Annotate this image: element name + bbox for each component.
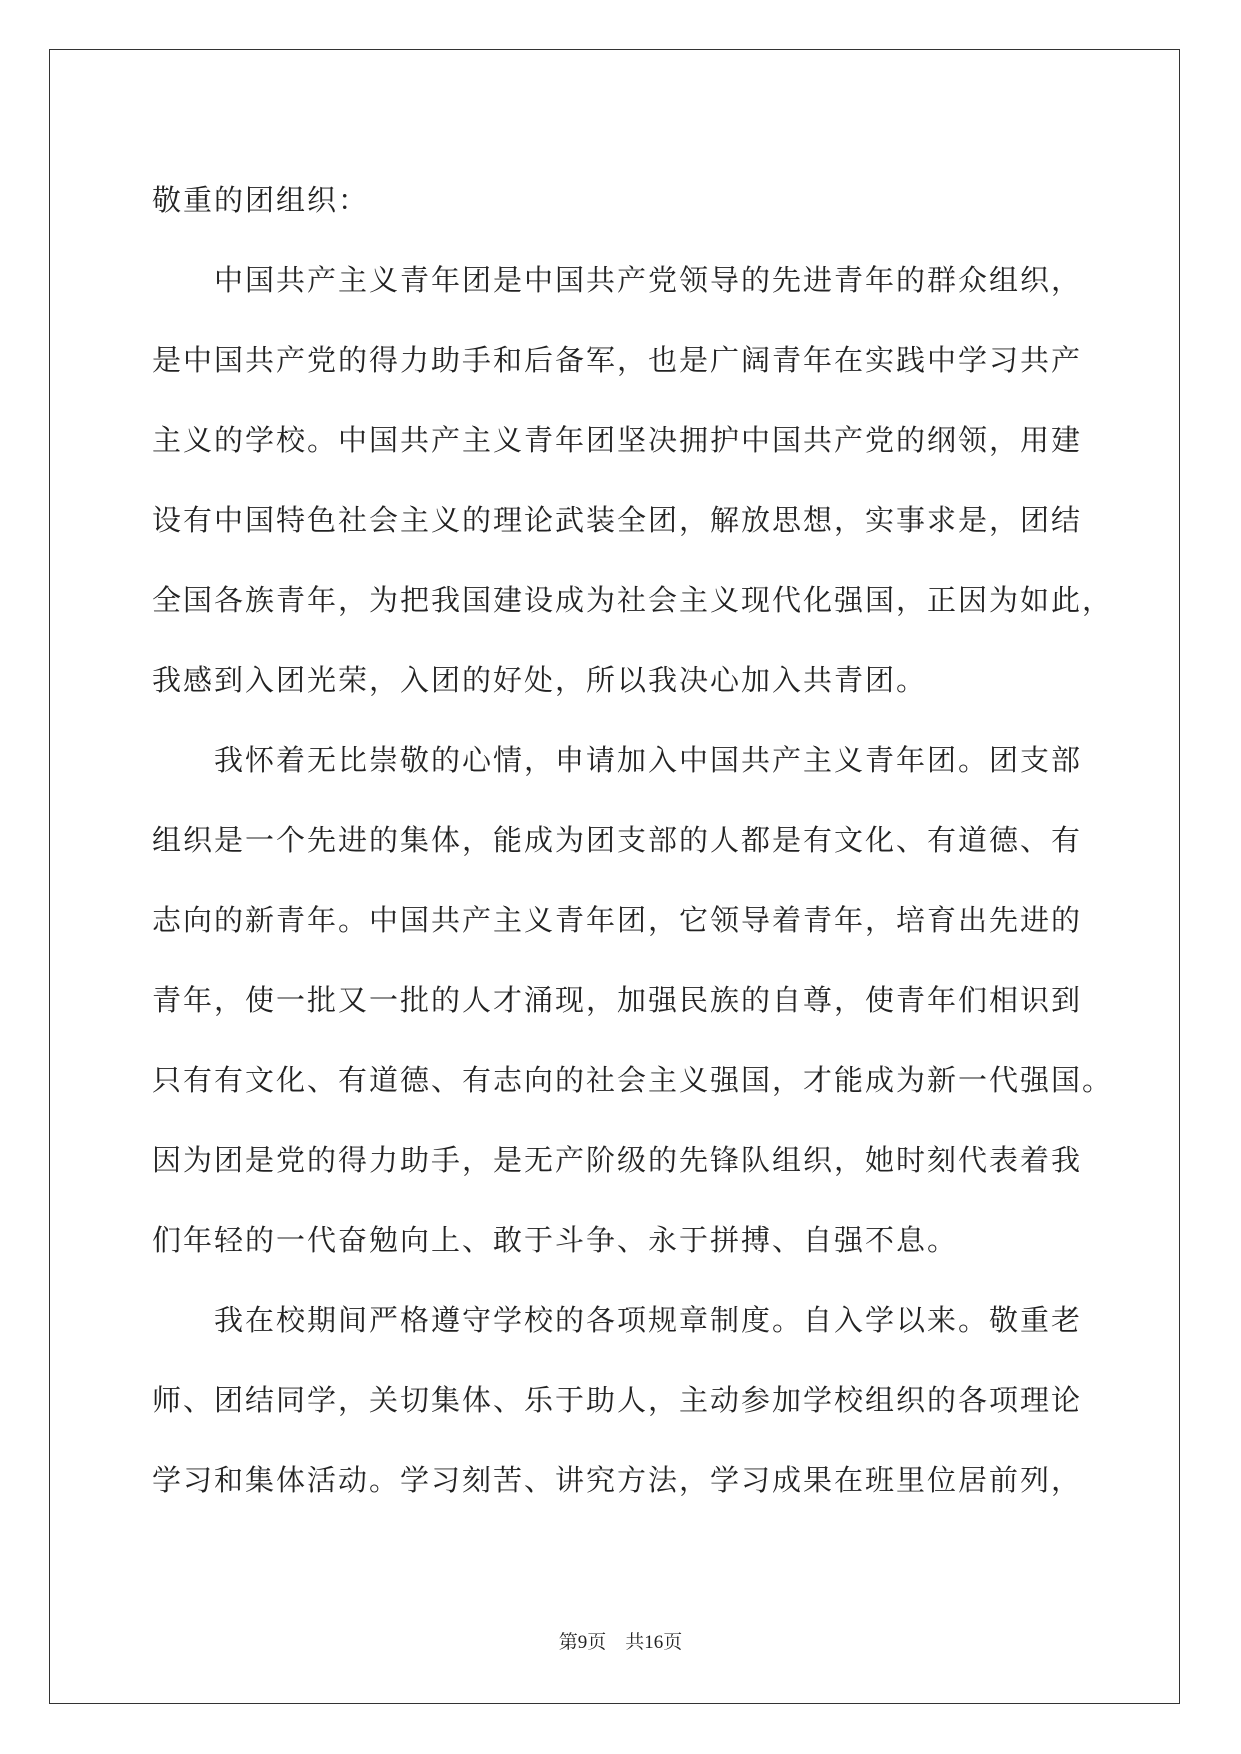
text-line: 是中国共产党的得力助手和后备军，也是广阔青年在实践中学习共产 — [152, 343, 1083, 377]
document-body — [152, 160, 1114, 1520]
text-line: 师、团结同学，关切集体、乐于助人，主动参加学校组织的各项理论 — [152, 1383, 1083, 1417]
text-line: 们年轻的一代奋勉向上、敢于斗争、永于拼搏、自强不息。 — [152, 1223, 959, 1257]
text-line: 志向的新青年。中国共产主义青年团，它领导着青年，培育出先进的 — [152, 903, 1083, 937]
text-line: 敬重的团组织： — [152, 183, 370, 217]
text-line: 学习和集体活动。学习刻苦、讲究方法，学习成果在班里位居前列， — [152, 1463, 1083, 1497]
text-line: 主义的学校。中国共产主义青年团坚决拥护中国共产党的纲领，用建 — [152, 423, 1083, 457]
text-line: 我在校期间严格遵守学校的各项规章制度。自入学以来。敬重老 — [152, 1303, 1083, 1337]
page-number: 第9页 共16页 — [558, 1632, 683, 1653]
text-line: 因为团是党的得力助手，是无产阶级的先锋队组织，她时刻代表着我 — [152, 1143, 1083, 1177]
text-line: 中国共产主义青年团是中国共产党领导的先进青年的群众组织， — [152, 263, 1083, 297]
text-line: 设有中国特色社会主义的理论武装全团，解放思想，实事求是，团结 — [152, 503, 1083, 537]
text-line: 全国各族青年，为把我国建设成为社会主义现代化强国，正因为如此， — [152, 583, 1114, 617]
text-line: 组织是一个先进的集体，能成为团支部的人都是有文化、有道德、有 — [152, 823, 1083, 857]
page-number-footer — [0, 1627, 1241, 1654]
text-line: 我怀着无比崇敬的心情，申请加入中国共产主义青年团。团支部 — [152, 743, 1083, 777]
text-line: 只有有文化、有道德、有志向的社会主义强国，才能成为新一代强国。 — [152, 1063, 1114, 1097]
text-line: 青年，使一批又一批的人才涌现，加强民族的自尊，使青年们相识到 — [152, 983, 1083, 1017]
text-line: 我感到入团光荣，入团的好处，所以我决心加入共青团。 — [152, 663, 928, 697]
